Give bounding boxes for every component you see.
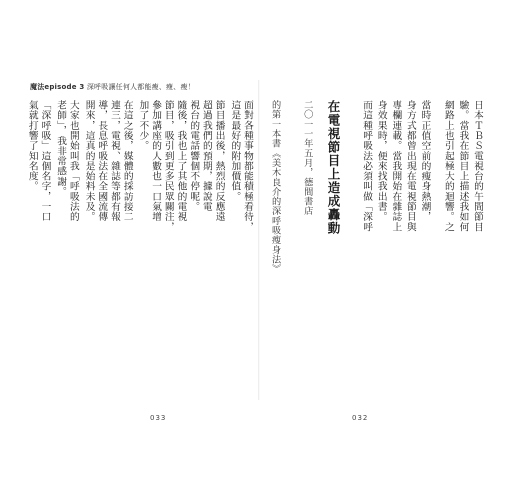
text-column: 加了不少。 [137, 100, 149, 151]
text-column: 節目，吸引到更多民眾關注， [162, 100, 174, 232]
text-column: 身效果時，便來找我出書。 [375, 100, 387, 222]
text-column: 導，長息呼吸法在全國流傳 [96, 100, 108, 222]
page-gutter [258, 80, 260, 400]
text-column: 而這種呼吸法必須叫做「深呼 [361, 100, 373, 232]
text-column: 網路上也引起極大的迴響。之 [442, 100, 454, 232]
paragraph-break [315, 100, 321, 382]
paragraph-break [291, 100, 297, 382]
running-header [30, 82, 195, 92]
left-page-text [26, 100, 253, 382]
paragraph-break [342, 100, 348, 382]
paragraph-break [432, 100, 438, 382]
right-page [268, 100, 482, 382]
text-column: 日本ＴＢＳ電視台的午間節目 [472, 100, 483, 232]
text-column: 驗。當我在節目上描述我如何 [457, 100, 469, 232]
text-column: 參加講座的人數也一口氣增 [150, 100, 162, 222]
text-column: 的第一本書《美木良介的深呼吸瘦身法》 [269, 100, 281, 274]
text-column: 節目播出後，熱烈的反應遠 [213, 100, 225, 222]
text-column: 開來，這真的是始料未及。 [83, 100, 95, 222]
section-heading: 在電視節目上造成轟動 [325, 100, 341, 235]
text-column: 當時正值空前的瘦身熱潮， [419, 100, 431, 222]
right-page-text [268, 100, 482, 382]
text-column: 大家也開始叫我「呼吸法的 [67, 100, 79, 222]
text-column: 身方式都曾出現在電視節目與 [404, 100, 416, 232]
text-column: 專欄連載。當我開始在雜誌上 [390, 100, 402, 232]
page-number-left: 033 [150, 414, 167, 422]
text-column: 視台的電話響個不停呢。 [188, 100, 200, 212]
text-column: 面對各種事物都能積極看待， [242, 100, 253, 232]
text-column: 二〇一一年五月，德間書店 [301, 100, 313, 216]
text-column: 這是最好的附加價值。 [229, 100, 241, 202]
episode-label: 魔法episode 3 [30, 83, 85, 91]
text-column: 連三，電視、雜誌等都有報 [108, 100, 120, 222]
text-column: 隨後，我也上了其他的電視 [175, 100, 187, 222]
left-page [26, 100, 253, 382]
text-column: 氣就打響了知名度。 [26, 100, 38, 192]
text-column: 在這之後，媒體的採訪接二 [121, 100, 133, 222]
page-number-right: 032 [352, 414, 369, 422]
paragraph-break [283, 100, 289, 382]
text-column: 超過我們的預期，據說電 [200, 100, 212, 212]
text-column: 老師」，我非常感謝。 [55, 100, 67, 197]
paragraph-break [351, 100, 357, 382]
chapter-title: 深呼吸讓任何人都能瘦、瘦、瘦！ [86, 83, 195, 91]
text-column: 「深呼吸」這個名字，一口 [39, 100, 51, 222]
